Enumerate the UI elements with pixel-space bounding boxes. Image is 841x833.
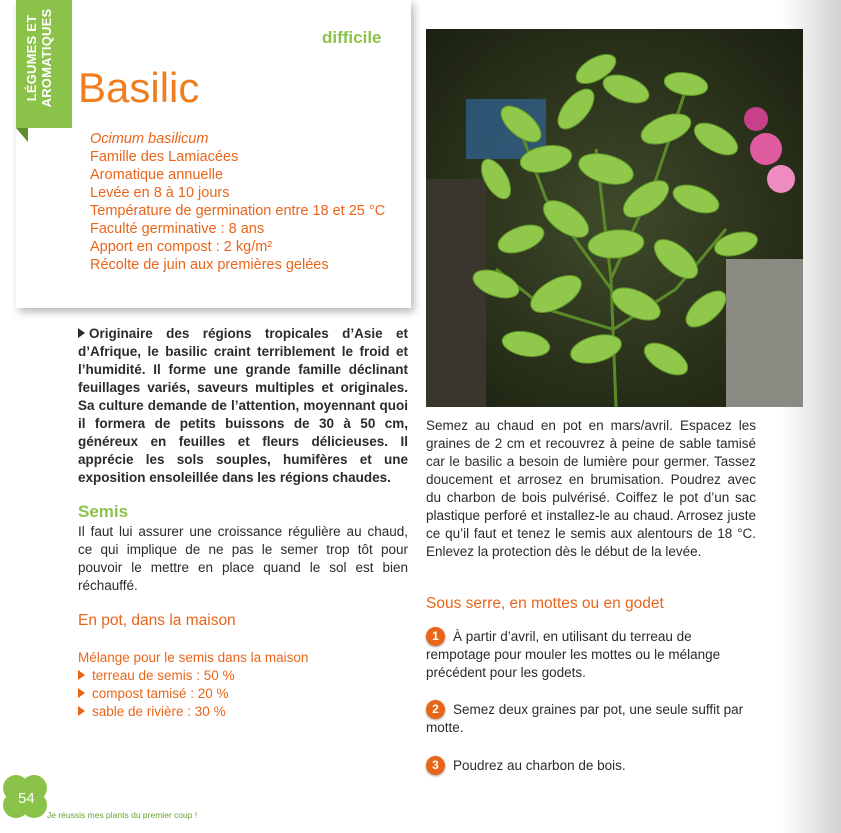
fact-germinative-faculty: Faculté germinative : 8 ans	[90, 221, 265, 237]
bullet-triangle-icon	[78, 706, 85, 716]
intro-paragraph	[78, 325, 408, 487]
step-text: Semez deux graines par pot, une seule suffit par motte.	[426, 702, 744, 735]
page-title: Basilic	[78, 64, 200, 111]
list-item: sable de rivière : 30 %	[78, 703, 235, 721]
step-number-badge: 2	[426, 700, 445, 719]
serre-heading: Sous serre, en mottes ou en godet	[426, 595, 664, 612]
mix-heading: Mélange pour le semis dans la maison	[78, 650, 309, 665]
step-number-badge: 3	[426, 756, 445, 775]
step-item	[426, 700, 756, 737]
plant-facts	[90, 130, 390, 274]
sowing-paragraph: Semez au chaud en pot en mars/avril. Espacez les graines de 2 cm et recouvrez à peine de sable tamisé car le basilic a besoin de lumière pour germer. Tassez doucement et arrosez en brumisation. Poudrez avec du charbon de bois pulvérisé. Coiffez le pot d’un sac plastique perforé et installez-le au chaud. Arrosez juste ce qu’il faut et tenez le semis aux alentours de 18 °C. Enlevez la protection dès le début de la levée.	[426, 418, 756, 559]
category-tab-fold	[16, 128, 28, 142]
pot-heading: En pot, dans la maison	[78, 612, 236, 629]
list-item: terreau de semis : 50 %	[78, 667, 235, 685]
category-label-line1: LÉGUMES ET	[24, 14, 39, 102]
fact-harvest: Récolte de juin aux premières gelées	[90, 257, 329, 273]
semis-heading: Semis	[78, 502, 129, 521]
mix-list	[78, 667, 235, 721]
bullet-triangle-icon	[78, 688, 85, 698]
fact-germination-time: Levée en 8 à 10 jours	[90, 185, 230, 201]
step-item	[426, 627, 756, 682]
semis-paragraph: Il faut lui assurer une croissance régulière au chaud, ce qui implique de ne pas le semer trop tôt pour pouvoir le mettre en place quand le sol est bien réchauffé.	[78, 524, 408, 593]
page-number: 54	[18, 790, 35, 807]
fact-compost: Apport en compost : 2 kg/m²	[90, 239, 273, 255]
category-label-line2: AROMATIQUES	[39, 8, 54, 108]
bullet-triangle-icon	[78, 670, 85, 680]
book-title: Je réussis mes plants du premier coup !	[47, 810, 198, 820]
intro-text: Originaire des régions tropicales d’Asie et d’Afrique, le basilic craint terriblement le froid et l’humidité. Il forme une grande famille déclinant feuillages variés, saveurs multiples et originales. Sa culture demande de l’attention, moyennant quoi il formera de petits buissons de 30 à 50 cm, généreux en feuilles et fleurs délicieuses. Il apprécie les sols souples, humifères et une exposition ensoleillée dans les régions chaudes.	[78, 326, 408, 485]
basil-photo	[426, 29, 803, 407]
fact-germination-temp: Température de germination entre 18 et 25 °C	[90, 203, 386, 219]
step-item	[426, 756, 756, 775]
latin-name: Ocimum basilicum	[90, 131, 209, 147]
category-label	[24, 0, 54, 118]
bullet-triangle-icon	[78, 328, 85, 338]
step-text: Poudrez au charbon de bois.	[453, 758, 626, 773]
step-number-badge: 1	[426, 627, 445, 646]
fact-family: Famille des Lamiacées	[90, 149, 239, 165]
step-text: À partir d’avril, en utilisant du terreau de rempotage pour mouler les mottes ou le mélange précédent pour les godets.	[426, 629, 721, 680]
list-item: compost tamisé : 20 %	[78, 685, 235, 703]
fact-type: Aromatique annuelle	[90, 167, 224, 183]
difficulty-label: difficile	[322, 28, 382, 47]
basil-plant-illustration	[426, 29, 803, 407]
